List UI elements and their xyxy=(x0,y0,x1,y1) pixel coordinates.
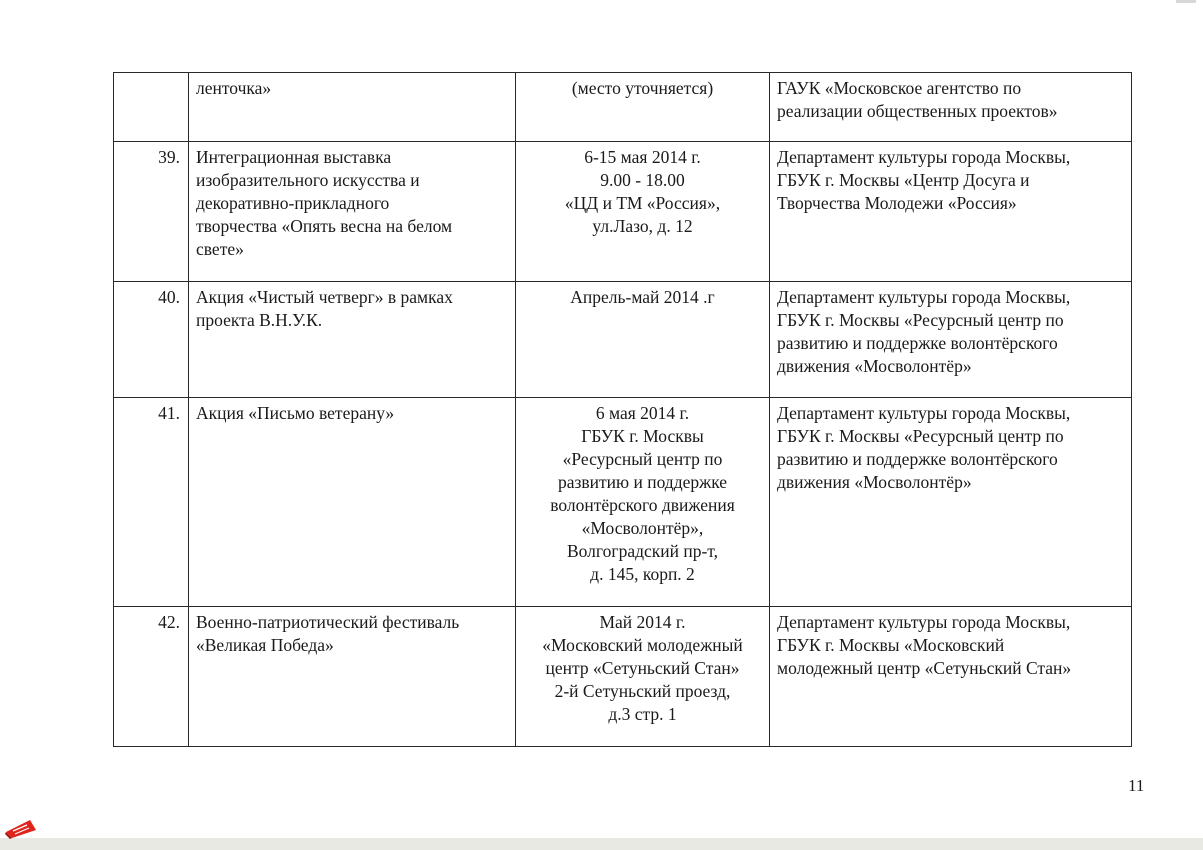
organizer-line: Департамент культуры города Москвы, xyxy=(777,287,1071,307)
row-number: 40. xyxy=(114,282,189,398)
event-name-line: декоративно-прикладного xyxy=(196,193,390,213)
event-organizer xyxy=(770,142,1132,282)
organizer-line: Департамент культуры города Москвы, xyxy=(777,403,1071,423)
event-name xyxy=(189,607,516,747)
event-name xyxy=(189,398,516,607)
event-name xyxy=(189,73,516,142)
event-organizer xyxy=(770,282,1132,398)
event-place-line: «ЦД и ТМ «Россия», xyxy=(564,193,721,213)
organizer-line: развитию и поддержке волонтёрского xyxy=(777,333,1058,353)
event-name-line: Военно-патриотический фестиваль xyxy=(196,612,460,632)
scan-footer-strip xyxy=(0,838,1203,850)
scan-mark xyxy=(1176,0,1196,3)
page-number: 11 xyxy=(1128,776,1145,795)
organizer-line: движения «Мосволонтёр» xyxy=(777,356,972,376)
event-date-place xyxy=(516,607,770,747)
event-place-line: ГБУК г. Москвы xyxy=(581,426,704,446)
logo-icon xyxy=(4,816,38,840)
event-name-line: проекта В.Н.У.К. xyxy=(196,310,323,330)
event-place-line: Май 2014 г. xyxy=(599,612,686,632)
event-place-line: 9.00 - 18.00 xyxy=(600,170,685,190)
event-place-line: д.3 стр. 1 xyxy=(608,704,677,724)
event-place-line: 6 мая 2014 г. xyxy=(595,403,690,423)
event-name-line: ленточка» xyxy=(196,78,272,98)
events-table xyxy=(113,72,1132,747)
organizer-line: реализации общественных проектов» xyxy=(777,101,1058,121)
organizer-line: движения «Мосволонтёр» xyxy=(777,472,972,492)
event-organizer xyxy=(770,398,1132,607)
event-place-line: центр «Сетуньский Стан» xyxy=(545,658,740,678)
table-row xyxy=(114,398,1132,607)
event-date-place xyxy=(516,142,770,282)
table-row xyxy=(114,607,1132,747)
event-name-line: изобразительного искусства и xyxy=(196,170,420,190)
row-number: 42. xyxy=(114,607,189,747)
event-name-line: Акция «Чистый четверг» в рамках xyxy=(196,287,453,307)
event-name-line: Акция «Письмо ветерану» xyxy=(196,403,395,423)
event-place-line: Апрель-май 2014 .г xyxy=(570,287,715,307)
organizer-line: ГБУК г. Москвы «Центр Досуга и xyxy=(777,170,1030,190)
row-number: 39. xyxy=(114,142,189,282)
table-row xyxy=(114,73,1132,142)
event-place-line: развитию и поддержке xyxy=(557,472,728,492)
event-date-place xyxy=(516,73,770,142)
organizer-line: Творчества Молодежи «Россия» xyxy=(777,193,1017,213)
row-number xyxy=(114,73,189,142)
event-date-place xyxy=(516,282,770,398)
event-name xyxy=(189,142,516,282)
organizer-line: Департамент культуры города Москвы, xyxy=(777,612,1071,632)
organizer-line: Департамент культуры города Москвы, xyxy=(777,147,1071,167)
event-place-line: (место уточняется) xyxy=(571,78,714,98)
event-place-line: «Мосволонтёр», xyxy=(581,518,704,538)
event-name-line: свете» xyxy=(196,239,244,259)
event-organizer xyxy=(770,73,1132,142)
organizer-line: ГАУК «Московское агентство по xyxy=(777,78,1022,98)
organizer-line: ГБУК г. Москвы «Ресурсный центр по xyxy=(777,310,1064,330)
event-organizer xyxy=(770,607,1132,747)
event-name-line: Интеграционная выставка xyxy=(196,147,392,167)
event-name xyxy=(189,282,516,398)
table-row xyxy=(114,282,1132,398)
event-place-line: ул.Лазо, д. 12 xyxy=(592,216,693,236)
table-row xyxy=(114,142,1132,282)
organizer-line: молодежный центр «Сетуньский Стан» xyxy=(777,658,1072,678)
event-name-line: творчества «Опять весна на белом xyxy=(196,216,453,236)
row-number: 41. xyxy=(114,398,189,607)
event-place-line: «Московский молодежный xyxy=(542,635,743,655)
event-place-line: Волгоградский пр-т, xyxy=(566,541,719,561)
organizer-line: развитию и поддержке волонтёрского xyxy=(777,449,1058,469)
event-place-line: «Ресурсный центр по xyxy=(562,449,723,469)
event-name-line: «Великая Победа» xyxy=(196,635,334,655)
event-place-line: д. 145, корп. 2 xyxy=(590,564,695,584)
organizer-line: ГБУК г. Москвы «Ресурсный центр по xyxy=(777,426,1064,446)
event-place-line: 6-15 мая 2014 г. xyxy=(584,147,701,167)
event-place-line: 2-й Сетуньский проезд, xyxy=(554,681,731,701)
event-date-place xyxy=(516,398,770,607)
event-place-line: волонтёрского движения xyxy=(550,495,735,515)
organizer-line: ГБУК г. Москвы «Московский xyxy=(777,635,1005,655)
